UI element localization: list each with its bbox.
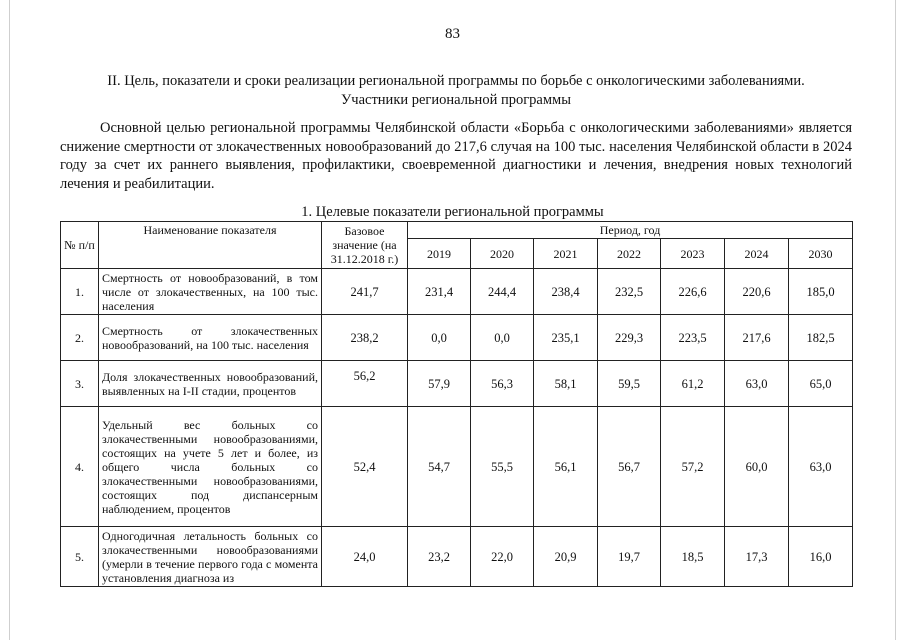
table-row — [61, 527, 853, 587]
row-value: 217,6 — [725, 315, 789, 361]
row-value: 235,1 — [534, 315, 598, 361]
row-value: 0,0 — [471, 315, 534, 361]
page-edge-line-left — [9, 0, 10, 640]
row-name: Одногодичная летальность больных со злокачественными новообразованиями (умерли в течение первого года с момента установления диагноза из — [99, 527, 322, 587]
table-row — [61, 361, 853, 407]
header-period: Период, год — [408, 222, 853, 239]
header-year: 2023 — [661, 239, 725, 269]
row-value: 56,1 — [534, 407, 598, 527]
row-value: 60,0 — [725, 407, 789, 527]
row-base: 24,0 — [322, 527, 408, 587]
table-header-row — [61, 222, 853, 239]
header-year: 2030 — [789, 239, 853, 269]
row-value: 223,5 — [661, 315, 725, 361]
row-value: 16,0 — [789, 527, 853, 587]
row-value: 19,7 — [598, 527, 661, 587]
intro-paragraph: Основной целью региональной программы Челябинской области «Борьба с онкологическими заболеваниями» является снижение смертности от злокачественных новообразований до 217,6 случая на 100 тыс. населения Челябинской области в 2024 году за счет их раннего выявления, профилактики, своевременной диагностики и лечения, внедрения новых технологий лечения и реабилитации. — [60, 120, 852, 192]
row-base: 52,4 — [322, 407, 408, 527]
header-year: 2021 — [534, 239, 598, 269]
row-value: 56,7 — [598, 407, 661, 527]
row-value: 63,0 — [789, 407, 853, 527]
table-caption: 1. Целевые показатели региональной программы — [301, 204, 604, 220]
table-row — [61, 407, 853, 527]
row-value: 232,5 — [598, 269, 661, 315]
row-value: 220,6 — [725, 269, 789, 315]
page-edge-line-right — [895, 0, 896, 640]
row-value: 226,6 — [661, 269, 725, 315]
row-num: 1. — [61, 269, 99, 315]
row-value: 55,5 — [471, 407, 534, 527]
row-value: 61,2 — [661, 361, 725, 407]
row-name: Удельный вес больных со злокачественными новообразованиями, состоящих на учете 5 лет и более, из общего числа больных со злокачественными новообразованиями, состоящих под диспансерным наблюдением, процентов — [99, 407, 322, 527]
row-value: 63,0 — [725, 361, 789, 407]
row-value: 65,0 — [789, 361, 853, 407]
row-value: 56,3 — [471, 361, 534, 407]
row-value: 18,5 — [661, 527, 725, 587]
row-base: 241,7 — [322, 269, 408, 315]
row-value: 229,3 — [598, 315, 661, 361]
row-value: 22,0 — [471, 527, 534, 587]
header-year: 2022 — [598, 239, 661, 269]
row-value: 59,5 — [598, 361, 661, 407]
row-value: 231,4 — [408, 269, 471, 315]
header-name: Наименование показателя — [99, 222, 322, 269]
row-value: 57,2 — [661, 407, 725, 527]
row-name: Доля злокачественных новообразований, выявленных на I-II стадии, процентов — [99, 361, 322, 407]
row-value: 54,7 — [408, 407, 471, 527]
header-year: 2024 — [725, 239, 789, 269]
row-num: 3. — [61, 361, 99, 407]
row-value: 58,1 — [534, 361, 598, 407]
row-value: 23,2 — [408, 527, 471, 587]
row-value: 17,3 — [725, 527, 789, 587]
page-number: 83 — [445, 26, 460, 42]
header-base: Базовое значение (на 31.12.2018 г.) — [322, 222, 408, 269]
table-row — [61, 269, 853, 315]
row-name: Смертность от новообразований, в том числе от злокачественных, на 100 тыс. населения — [99, 269, 322, 315]
row-name: Смертность от злокачественных новообразований, на 100 тыс. населения — [99, 315, 322, 361]
table-row — [61, 315, 853, 361]
row-num: 2. — [61, 315, 99, 361]
row-value: 182,5 — [789, 315, 853, 361]
section-heading — [60, 72, 852, 110]
row-num: 5. — [61, 527, 99, 587]
row-value: 0,0 — [408, 315, 471, 361]
row-value: 20,9 — [534, 527, 598, 587]
header-year: 2019 — [408, 239, 471, 269]
section-heading-line-1: II. Цель, показатели и сроки реализации региональной программы по борьбе с онкологическими заболеваниями. — [107, 73, 805, 89]
row-base: 56,2 — [322, 361, 408, 407]
target-indicators-table — [60, 221, 853, 587]
row-base: 238,2 — [322, 315, 408, 361]
row-num: 4. — [61, 407, 99, 527]
section-heading-line-2: Участники региональной программы — [341, 92, 571, 108]
header-year: 2020 — [471, 239, 534, 269]
row-value: 57,9 — [408, 361, 471, 407]
header-num: № п/п — [61, 222, 99, 269]
row-value: 244,4 — [471, 269, 534, 315]
row-value: 185,0 — [789, 269, 853, 315]
row-value: 238,4 — [534, 269, 598, 315]
